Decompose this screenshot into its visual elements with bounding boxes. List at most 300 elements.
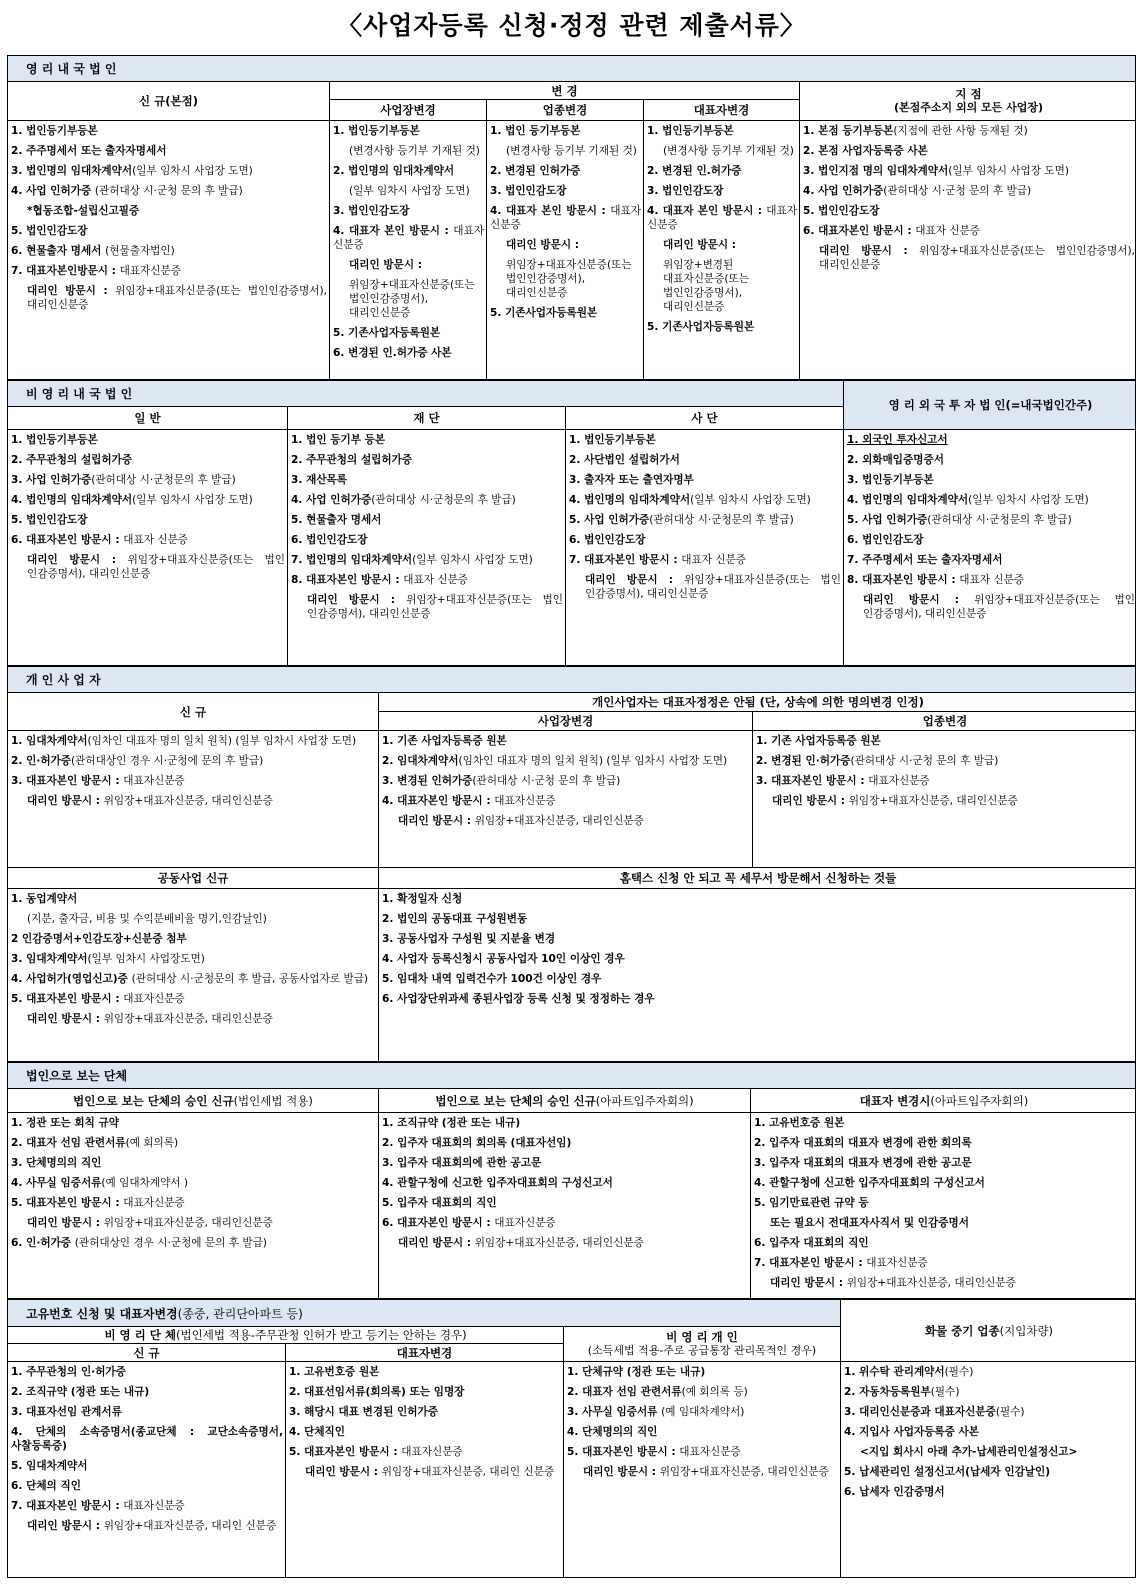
list-item — [382, 1176, 748, 1190]
list-item — [847, 593, 1135, 621]
item-detail: (관허대상 시·군청문의 후 발급) — [91, 474, 236, 486]
list-item — [11, 992, 376, 1006]
item-detail: (일부 임차시 사업장 도면) — [132, 165, 253, 177]
header-business-change — [753, 712, 1136, 731]
item-label: 4. 관할구청에 신고한 입주자대표회의 구성신고서 — [754, 1177, 985, 1189]
list-item — [803, 164, 1135, 178]
header-sub-label: (아파트입주자회의) — [930, 1093, 1029, 1108]
item-label: 5. 기존사업자등록원본 — [490, 307, 598, 319]
item-detail: (일부 임차시 사업장도면) — [87, 953, 205, 965]
item-detail: 위임장+대표자신분증(또는 법인인감증명서), 대리인신분증 — [349, 279, 475, 319]
list-item — [847, 473, 1135, 487]
item-label: 1. 임대차계약서 — [11, 735, 88, 747]
item-label: 3. 법인인감도장 — [490, 185, 567, 197]
item-label: 7. 주주명세서 또는 출자자명세서 — [847, 554, 1003, 566]
item-label: 2. 변경된 인허가증 — [490, 165, 581, 177]
list-item — [754, 1216, 1135, 1230]
item-label: 4. 사업허가(영업신고)증 — [11, 973, 132, 985]
item-label: 1. 조직규약 (정관 또는 내규) — [382, 1117, 521, 1129]
item-label: 2. 주무관청의 설립허가증 — [291, 454, 413, 466]
list-item — [11, 184, 327, 198]
item-label: 대리인 방문시 : — [585, 574, 685, 586]
item-detail: (필수) — [995, 1406, 1025, 1418]
item-label: 대리인 방문시 : — [506, 239, 580, 251]
list-item — [382, 794, 750, 808]
header-truck — [841, 1300, 1136, 1362]
item-label: 5. 납세관리인 설정신고서(납세자 인감날인) — [844, 1466, 1051, 1478]
header-label: 홈택스 신청 안 되고 꼭 세무서 방문해서 신청하는 것들 — [619, 871, 897, 885]
header-location-change — [330, 100, 487, 121]
list-item — [11, 264, 327, 278]
item-label: 대리인 방문시 : — [27, 554, 128, 566]
list-item — [289, 1465, 561, 1479]
item-label: 3. 대리인신분증과 대표자신분증 — [844, 1406, 996, 1418]
list-item — [291, 493, 563, 507]
list-item — [847, 513, 1135, 527]
item-label: 4. 사업 인허가증 — [11, 185, 95, 197]
list-item — [291, 593, 563, 621]
item-label: 3. 사무실 임증서류 — [567, 1406, 662, 1418]
list-item — [11, 1519, 283, 1533]
list-item — [289, 1445, 561, 1459]
item-label: 1. 동업계약서 — [11, 893, 78, 905]
list-item — [11, 453, 285, 467]
item-detail: (관허대상 시·군청 문의 후 발급) — [94, 185, 243, 197]
header-label: 대표자 변경시 — [859, 1093, 931, 1108]
item-detail: (임차인 대표자 명의 일치 원칙) (일부 임차시 사업장 도면) — [87, 735, 357, 747]
header-branch — [800, 82, 1136, 121]
list-item — [11, 224, 327, 238]
header-nonprofit-individual — [564, 1327, 841, 1362]
list-org-new-apartment — [379, 1113, 751, 1299]
section-band — [8, 1300, 841, 1327]
list-item — [847, 453, 1135, 467]
item-detail: (예 회의록) — [125, 1137, 179, 1149]
header-new — [8, 1344, 286, 1362]
item-label: 5. 대표자본인 방문시 : — [567, 1446, 680, 1458]
item-detail: 대표자신분증 — [494, 795, 556, 807]
item-label: 7. 대표자본인 방문시 : — [11, 1500, 124, 1512]
item-label: 3. 입주자 대표회의에 관한 공고문 — [382, 1157, 542, 1169]
header-change — [330, 82, 800, 100]
list-item — [333, 278, 484, 320]
list-item — [11, 473, 285, 487]
item-label: 3. 해당시 대표 변경된 인허가증 — [289, 1406, 438, 1418]
item-label: 4. 사업 인허가증 — [803, 185, 884, 197]
item-detail: 대표자신분증 — [868, 775, 930, 787]
list-item — [11, 1385, 283, 1399]
item-detail: (변경사항 등기부 기재된 것) — [349, 145, 480, 157]
list-item — [382, 932, 1135, 946]
list-item — [291, 513, 563, 527]
item-label: 대리인 방문시 : — [663, 239, 737, 251]
list-item — [11, 952, 376, 966]
item-detail: 위임장+대표자신분증, 대리인신분증 — [103, 1217, 273, 1229]
item-detail: (관허대상 시·군청 문의 후 발급) — [850, 755, 999, 767]
item-label: 3. 법인등기부등본 — [847, 474, 934, 486]
list-item — [333, 144, 484, 158]
header-label: 화물 중기 업종 — [924, 1323, 1000, 1338]
item-detail: (일부 임차시 사업장 도면) — [968, 494, 1089, 506]
item-detail: (일부 임차시 사업장 도면) — [349, 185, 470, 197]
list-item — [567, 1425, 838, 1439]
list-item — [11, 1479, 283, 1493]
item-label: 2. 사단법인 설립허가서 — [569, 454, 680, 466]
list-item — [756, 774, 1135, 788]
section-unique-number — [7, 1299, 1136, 1578]
list-item — [754, 1116, 1135, 1130]
list-foundation — [288, 430, 566, 666]
item-label: 4. 단체명의의 직인 — [567, 1426, 658, 1438]
item-label: 3. 대표자선임 관계서류 — [11, 1406, 122, 1418]
item-label: 1. 기존 사업자등록증 원본 — [756, 735, 881, 747]
item-label: 6. 대표자본인 방문시 : — [11, 534, 124, 546]
list-item — [11, 1216, 376, 1230]
list-item — [333, 258, 484, 272]
item-label: 6. 현물출자 명세서 — [11, 245, 106, 257]
item-detail: 위임장+대표자신분증(또는 법인 인감증명서), 대리인신분증 — [863, 594, 1135, 620]
page-title: 〈사업자등록 신청·정정 관련 제출서류〉 — [337, 11, 806, 40]
item-label: 1. 정관 또는 회칙 규약 — [11, 1117, 120, 1129]
item-label: 대리인 방문시 : — [305, 1466, 382, 1478]
item-label: 2. 주주명세서 또는 출자자명세서 — [11, 145, 167, 157]
item-label: 5. 대표자본인 방문시 : — [11, 1197, 124, 1209]
item-detail: 위임장+대표자신분증, 대리인신분증 — [474, 815, 644, 827]
list-item — [567, 1385, 838, 1399]
item-label: 대리인 방문시 : — [863, 594, 975, 606]
list-location-change — [330, 121, 487, 380]
header-label: 개인사업자는 대표자정정은 안됨 (단, 상속에 의한 명의변경 인정) — [592, 695, 924, 709]
item-label: 5. 기존사업자등록원본 — [333, 327, 441, 339]
item-detail: 대표자신분증 — [401, 1446, 463, 1458]
list-item — [754, 1196, 1135, 1210]
item-detail: (관허대상인 경우 시·군청에 문의 후 발급) — [74, 1237, 267, 1249]
list-item — [11, 1365, 283, 1379]
item-label: 3. 공동사업자 구성원 및 지분율 변경 — [382, 933, 556, 945]
item-detail: 대표자신분증 — [494, 1217, 556, 1229]
item-label: 6. 입주자 대표회의 직인 — [754, 1237, 869, 1249]
list-item — [647, 144, 797, 158]
item-label: 2 인감증명서+인감도장+신분증 첨부 — [11, 933, 187, 945]
list-truck — [841, 1362, 1136, 1578]
item-label: 대리인 방문시 : — [770, 1277, 847, 1289]
header-association — [566, 407, 844, 430]
item-label: 4. 단체직인 — [289, 1426, 346, 1438]
list-item — [647, 204, 797, 232]
item-detail: 위임장+대표자신분증(또는 법인 인감증명서), 대리인신분증 — [307, 594, 563, 620]
item-label: 7. 대표자본인방문시 : — [11, 265, 120, 277]
list-item — [11, 774, 376, 788]
list-item — [11, 493, 285, 507]
list-item — [756, 754, 1135, 768]
header-org-new-apartment — [379, 1089, 751, 1113]
item-label: 2. 자동차등록원부 — [844, 1386, 931, 1398]
list-item — [11, 1156, 376, 1170]
item-detail: 위임장+대표자신분증(또는 법인 인감증명서), 대리인신분증 — [585, 574, 841, 600]
header-representative-change — [644, 100, 800, 121]
item-label: 3. 법인명의 임대차계약서 — [11, 165, 133, 177]
list-item — [569, 453, 841, 467]
item-label: 2. 변경된 인.허가증 — [647, 165, 742, 177]
header-label: 변 경 — [551, 83, 578, 98]
item-detail: 위임장+대표자신분증(또는 법인인감증명서), 대리인신분증 — [819, 245, 1135, 271]
item-detail: (변경사항 등기부 기재된 것) — [663, 145, 794, 157]
list-item — [754, 1256, 1135, 1270]
section-band: 비 영 리 내 국 법 인 — [8, 381, 844, 407]
list-item — [754, 1236, 1135, 1250]
item-label: 1. 주무관청의 인·허가증 — [11, 1366, 126, 1378]
item-label: 5. 입주자 대표회의 직인 — [382, 1197, 497, 1209]
header-label: 법인으로 보는 단체의 승인 신규 — [73, 1093, 234, 1108]
item-label: 3. 법인인감도장 — [333, 205, 410, 217]
header-label: 업종변경 — [542, 103, 588, 117]
list-item — [291, 573, 563, 587]
header-business-change — [487, 100, 644, 121]
list-item — [333, 164, 484, 178]
item-label: 6. 법인인감도장 — [847, 534, 924, 546]
list-item — [11, 204, 327, 218]
header-label: 지 점 — [955, 87, 982, 101]
list-item — [333, 346, 484, 360]
list-item — [844, 1385, 1135, 1399]
list-item — [569, 473, 841, 487]
item-label: 8. 대표자본인 방문시 : — [291, 574, 404, 586]
list-item — [11, 1116, 376, 1130]
list-item — [11, 932, 376, 946]
item-detail: 대표자 신분증 — [647, 205, 797, 231]
item-label: 1. 본점 등기부등본 — [803, 125, 894, 137]
item-detail: 위임장+대표자신분증, 대리인신분증 — [659, 1466, 829, 1478]
list-item — [291, 533, 563, 547]
item-label: 1. 법인등기부등본 — [569, 434, 656, 446]
list-item — [647, 320, 797, 334]
list-item — [803, 184, 1135, 198]
item-label: 6. 변경된 인.허가증 사본 — [333, 347, 452, 359]
list-item — [847, 533, 1135, 547]
band-label: 고유번호 신청 및 대표자변경 — [26, 1306, 178, 1321]
item-label: 1. 법인등기부등본 — [647, 125, 734, 137]
header-sub-label: (아파트입주자회의) — [595, 1093, 694, 1108]
list-item — [490, 164, 641, 178]
header-label: 사업장변경 — [380, 103, 436, 117]
item-label: 1. 법인등기부등본 — [11, 125, 98, 137]
list-item — [803, 244, 1135, 272]
list-item — [569, 513, 841, 527]
item-label: 4. 대표자 본인 방문시 : — [647, 205, 767, 217]
header-label: 영 리 외 국 투 자 법 인(=내국법인간주) — [888, 398, 1093, 412]
item-detail: 위임장+대표자신분증, 대리인신분증 — [103, 1013, 273, 1025]
item-label: 3. 법인지점 명의 임대차계약서 — [803, 165, 949, 177]
section-band: 영 리 내 국 법 인 — [8, 56, 1136, 82]
list-item — [11, 513, 285, 527]
list-item — [569, 573, 841, 601]
list-item — [333, 224, 484, 252]
list-item — [490, 306, 641, 320]
list-item — [382, 1196, 748, 1210]
list-foreign-invest-corp — [844, 430, 1136, 666]
header-label: 법인으로 보는 단체의 승인 신규 — [435, 1093, 596, 1108]
list-item — [291, 433, 563, 447]
header-new-headoffice — [8, 82, 330, 121]
item-detail: 대표자 신분증 — [915, 225, 981, 237]
list-item — [11, 912, 376, 926]
item-label: <지입 회사시 아래 추가-납세관리인설정신고> — [860, 1446, 1078, 1458]
item-label: 5. 현물출자 명세서 — [291, 514, 382, 526]
item-label: 7. 대표자본인 방문시 : — [569, 554, 682, 566]
item-label: 4. 법인명의 임대차계약서 — [569, 494, 691, 506]
item-detail: 대표자 신분증 — [123, 534, 189, 546]
list-item — [289, 1385, 561, 1399]
item-label: 2. 주무관청의 설립허가증 — [11, 454, 133, 466]
item-label: 1. 고유번호증 원본 — [289, 1366, 380, 1378]
item-label: 5. 법인인감도장 — [11, 225, 88, 237]
header-org-new-corp-tax — [8, 1089, 379, 1113]
item-label: 2. 변경된 인·허가증 — [756, 755, 851, 767]
item-detail: 대표자신분증 — [679, 1446, 741, 1458]
item-label: 1. 단체규약 (정관 또는 내규) — [567, 1366, 706, 1378]
list-item — [647, 164, 797, 178]
item-detail: (임차인 대표자 명의 일치 원칙) (일부 임차시 사업장 도면) — [458, 755, 728, 767]
list-new — [8, 731, 379, 868]
list-item — [11, 1499, 283, 1513]
item-label: 6. 납세자 인감증명서 — [844, 1486, 945, 1498]
item-detail: (관허대상 시·군청 문의 후 발급) — [472, 775, 621, 787]
item-label: 5. 임대차 내역 입력건수가 100건 이상인 경우 — [382, 973, 602, 985]
list-item — [11, 1459, 283, 1473]
header-visit-only — [379, 868, 1136, 889]
list-item — [382, 1236, 748, 1250]
list-item — [847, 433, 1135, 447]
item-label: 4. 대표자 본인 방문시 : — [490, 205, 611, 217]
list-item — [289, 1405, 561, 1419]
list-item — [11, 1405, 283, 1419]
list-item — [847, 573, 1135, 587]
item-label: 5. 임기만료관련 규약 등 — [754, 1197, 869, 1209]
header-joint-business — [8, 868, 379, 889]
item-label: 4. 단체의 소속증명서(종교단체 : 교단소속증명서, 사찰등록증) — [11, 1426, 283, 1452]
header-sub-label: (본점주소지 외의 모든 사업장) — [893, 101, 1044, 114]
list-item — [382, 1136, 748, 1150]
header-label: 사 단 — [691, 411, 718, 425]
list-item — [11, 433, 285, 447]
item-detail: (지점에 관한 사항 등재된 것) — [893, 125, 1028, 137]
header-sub-label: (법인세법 적용-주무관청 인허가 받고 등기는 안하는 경우) — [176, 1328, 467, 1342]
item-label: 6. 대표자본인 방문시 : — [382, 1217, 495, 1229]
header-label: 신 규 — [133, 1345, 160, 1360]
item-label: 3. 변경된 인허가증 — [382, 775, 473, 787]
list-nonprofit-individual — [564, 1362, 841, 1578]
list-item — [803, 224, 1135, 238]
item-label: 1. 외국인 투자신고서 — [847, 434, 948, 446]
item-detail: (관허대상인 경우 시·군청에 문의 후 발급) — [71, 755, 264, 767]
item-label: 4. 사무실 임증서류 — [11, 1177, 102, 1189]
list-item — [647, 258, 797, 314]
item-label: 2. 대표자 선임 관련서류 — [567, 1386, 682, 1398]
list-item — [490, 184, 641, 198]
item-detail: 대표자신분증 — [866, 1257, 928, 1269]
item-label: 3. 사업 인허가증 — [11, 474, 92, 486]
item-label: 5. 임대차계약서 — [11, 1460, 88, 1472]
list-item — [754, 1176, 1135, 1190]
item-label: 1. 법인등기부등본 — [333, 125, 420, 137]
list-item — [291, 473, 563, 487]
header-general — [8, 407, 288, 430]
item-label: 2. 본점 사업자등록증 사본 — [803, 145, 928, 157]
list-item — [333, 184, 484, 198]
section-for-profit-domestic-corp — [7, 55, 1136, 380]
item-label: *협동조합-설립신고필증 — [27, 205, 140, 217]
list-item — [803, 124, 1135, 138]
item-label: 7. 법인명의 임대차계약서 — [291, 554, 413, 566]
item-label: 2. 입주자 대표회의 대표자 변경에 관한 회의록 — [754, 1137, 972, 1149]
list-item — [333, 204, 484, 218]
list-item — [291, 553, 563, 567]
list-item — [11, 892, 376, 906]
item-label: 4. 대표자본인 방문시 : — [382, 795, 495, 807]
section-org-as-corp — [7, 1062, 1136, 1299]
header-label: 비 영 리 개 인 — [666, 1330, 738, 1344]
item-label: 1. 위수탁 관리계약서 — [844, 1366, 945, 1378]
list-branch — [800, 121, 1136, 380]
item-label: 5. 기존사업자등록원본 — [647, 321, 755, 333]
section-band: 개 인 사 업 자 — [8, 667, 1136, 693]
item-label: 대리인 방문시 : — [27, 1217, 104, 1229]
item-label: 4. 관할구청에 신고한 입주자대표회의 구성신고서 — [382, 1177, 613, 1189]
item-label: 3. 단체명의의 직인 — [11, 1157, 102, 1169]
list-item — [382, 1116, 748, 1130]
item-label: 8. 대표자본인 방문시 : — [847, 574, 960, 586]
item-label: 5. 법인인감도장 — [11, 514, 88, 526]
item-detail: 대표자신분증 — [123, 1197, 185, 1209]
list-item — [289, 1365, 561, 1379]
header-location-change — [379, 712, 753, 731]
header-new — [8, 693, 379, 731]
list-item — [382, 952, 1135, 966]
list-item — [11, 734, 376, 748]
section-nonprofit-domestic-corp — [7, 380, 1136, 666]
list-item — [11, 1136, 376, 1150]
list-item — [333, 326, 484, 340]
list-item — [382, 734, 750, 748]
item-label: 1. 법인등기부등본 — [11, 434, 98, 446]
list-item — [647, 184, 797, 198]
item-label: 2. 인·허가증 — [11, 755, 72, 767]
item-label: 대리인 방문시 : — [27, 1520, 104, 1532]
item-label: 5. 사업 인허가증 — [569, 514, 650, 526]
list-joint-business — [8, 889, 379, 1062]
list-item — [567, 1405, 838, 1419]
header-foreign-invest-corp — [844, 381, 1136, 430]
item-detail: (관허대상 시·군청문의 후 발급) — [371, 494, 516, 506]
header-label: 사업장변경 — [537, 714, 594, 728]
list-item — [11, 794, 376, 808]
list-item — [11, 124, 327, 138]
list-item — [569, 553, 841, 567]
item-detail: (변경사항 등기부 기재된 것) — [506, 145, 637, 157]
header-sub-label: (소득세법 적용-주로 공급통장 관리목적인 경우) — [587, 1344, 817, 1357]
list-business-change — [487, 121, 644, 380]
list-item — [490, 144, 641, 158]
item-detail: (필수) — [944, 1366, 974, 1378]
list-item — [803, 204, 1135, 218]
list-item — [844, 1485, 1135, 1499]
item-label: 대리인 방문시 : — [349, 259, 423, 271]
item-detail: 위임장+대표자신분증, 대리인신분증 — [846, 1277, 1016, 1289]
item-detail: 위임장+대표자신분증(또는 법인인감증명서), 대리인신분증 — [27, 285, 327, 311]
header-sub-label: (법인세법 적용) — [233, 1093, 313, 1108]
item-label: 대리인 방문시 : — [27, 795, 104, 807]
item-label: 또는 필요시 전대표자사직서 및 인감증명서 — [770, 1217, 969, 1229]
